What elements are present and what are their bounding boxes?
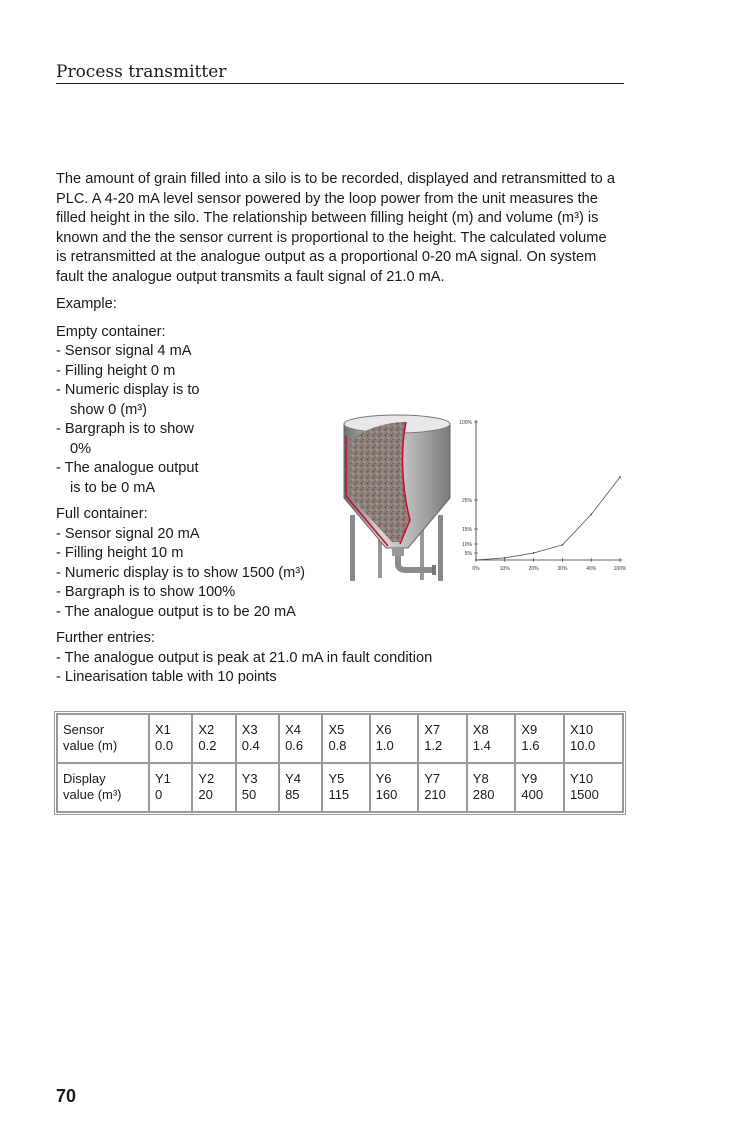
silo-illustration (336, 410, 460, 586)
example-label: Example: (56, 296, 117, 312)
empty-line: - Numeric display is to (56, 382, 200, 398)
outlet-pipe (392, 548, 436, 575)
table-cell: X5 0.8 (322, 714, 369, 763)
row-label: Sensor value (m) (57, 714, 149, 763)
data-point (562, 544, 564, 546)
full-line: - Sensor signal 20 mA (56, 525, 200, 542)
full-line: - The analogue output is to be 20 mA (56, 603, 296, 620)
data-point (590, 514, 592, 516)
empty-line: 0% (70, 440, 92, 457)
table-cell: X8 1.4 (467, 714, 516, 763)
y-tick-label: 5% (464, 550, 472, 557)
table-cell: X1 0.0 (149, 714, 192, 763)
empty-line: show 0 (m³) (70, 401, 148, 418)
header-title: Process transmitter (56, 62, 227, 82)
table-cell: X7 1.2 (418, 714, 467, 763)
table-cell: Y2 20 (192, 763, 235, 812)
page-number: 70 (56, 1086, 77, 1106)
table-cell: Y4 85 (279, 763, 322, 812)
table-cell: Y8 280 (467, 763, 516, 812)
table-cell: X10 10.0 (564, 714, 623, 763)
y-tick-label: 25% (461, 497, 472, 504)
empty-heading: Empty container: (56, 323, 166, 340)
table-cell: Y1 0 (149, 763, 192, 812)
data-point (475, 559, 477, 561)
linearisation-chart (456, 414, 626, 580)
x-tick-label: 20% (528, 566, 539, 572)
table-row (57, 714, 623, 763)
linearisation-table (56, 713, 624, 813)
empty-line: is to be 0 mA (70, 479, 156, 496)
table-cell: X9 1.6 (515, 714, 564, 763)
x-tick-label: 0% (472, 566, 480, 572)
y-tick-label: 10% (461, 541, 472, 548)
page-header (56, 62, 624, 84)
x-tick-label: 30% (557, 566, 568, 572)
table-cell: Y3 50 (236, 763, 279, 812)
grain-fill (350, 422, 410, 542)
x-tick-label: 40% (586, 566, 597, 572)
data-point (504, 557, 506, 559)
row-label: Display value (m³) (57, 763, 149, 812)
table-cell: X4 0.6 (279, 714, 322, 763)
empty-container-section (56, 323, 346, 499)
table-cell: X6 1.0 (370, 714, 419, 763)
further-entries-section (56, 629, 616, 688)
further-line: - The analogue output is peak at 21.0 mA in fault condition (56, 649, 433, 666)
data-point (619, 476, 621, 478)
x-tick-label: 100% (613, 566, 626, 572)
full-line: - Bargraph is to show 100% (56, 584, 236, 600)
empty-line: - Filling height 0 m (56, 362, 176, 379)
table-cell: X3 0.4 (236, 714, 279, 763)
full-line: - Numeric display is to show 1500 (m³) (56, 564, 305, 581)
table-cell: X2 0.2 (192, 714, 235, 763)
empty-line: - Bargraph is to show (56, 421, 194, 437)
full-heading: Full container: (56, 506, 148, 522)
data-point (533, 552, 535, 554)
series-line (476, 477, 620, 560)
intro-paragraph: The amount of grain filled into a silo is to be recorded, displayed and retransmitted to a PLC. A 4-20 mA level sensor powered by the loop power from the unit measures the filled height in the silo. The relationship between filling height (m) and volume (m³) is known and the the sensor current is proportional to the height. The calculated volume is retransmitted at the analogue output as a proportional 0-20 mA signal. On system fault the analogue output transmits a fault signal of 21.0 mA. (56, 171, 615, 285)
table-cell: Y6 160 (370, 763, 419, 812)
x-tick-label: 10% (499, 566, 510, 572)
table-cell: Y10 1500 (564, 763, 623, 812)
further-heading: Further entries: (56, 630, 155, 646)
further-line: - Linearisation table with 10 points (56, 669, 277, 685)
y-tick-label: 100% (459, 419, 472, 426)
full-line: - Filling height 10 m (56, 545, 184, 561)
table-cell: Y7 210 (418, 763, 467, 812)
table-cell: Y5 115 (322, 763, 369, 812)
empty-line: - Sensor signal 4 mA (56, 343, 192, 359)
empty-line: - The analogue output (56, 460, 199, 476)
table-row (57, 763, 623, 812)
table-cell: Y9 400 (515, 763, 564, 812)
y-tick-label: 15% (461, 526, 472, 533)
